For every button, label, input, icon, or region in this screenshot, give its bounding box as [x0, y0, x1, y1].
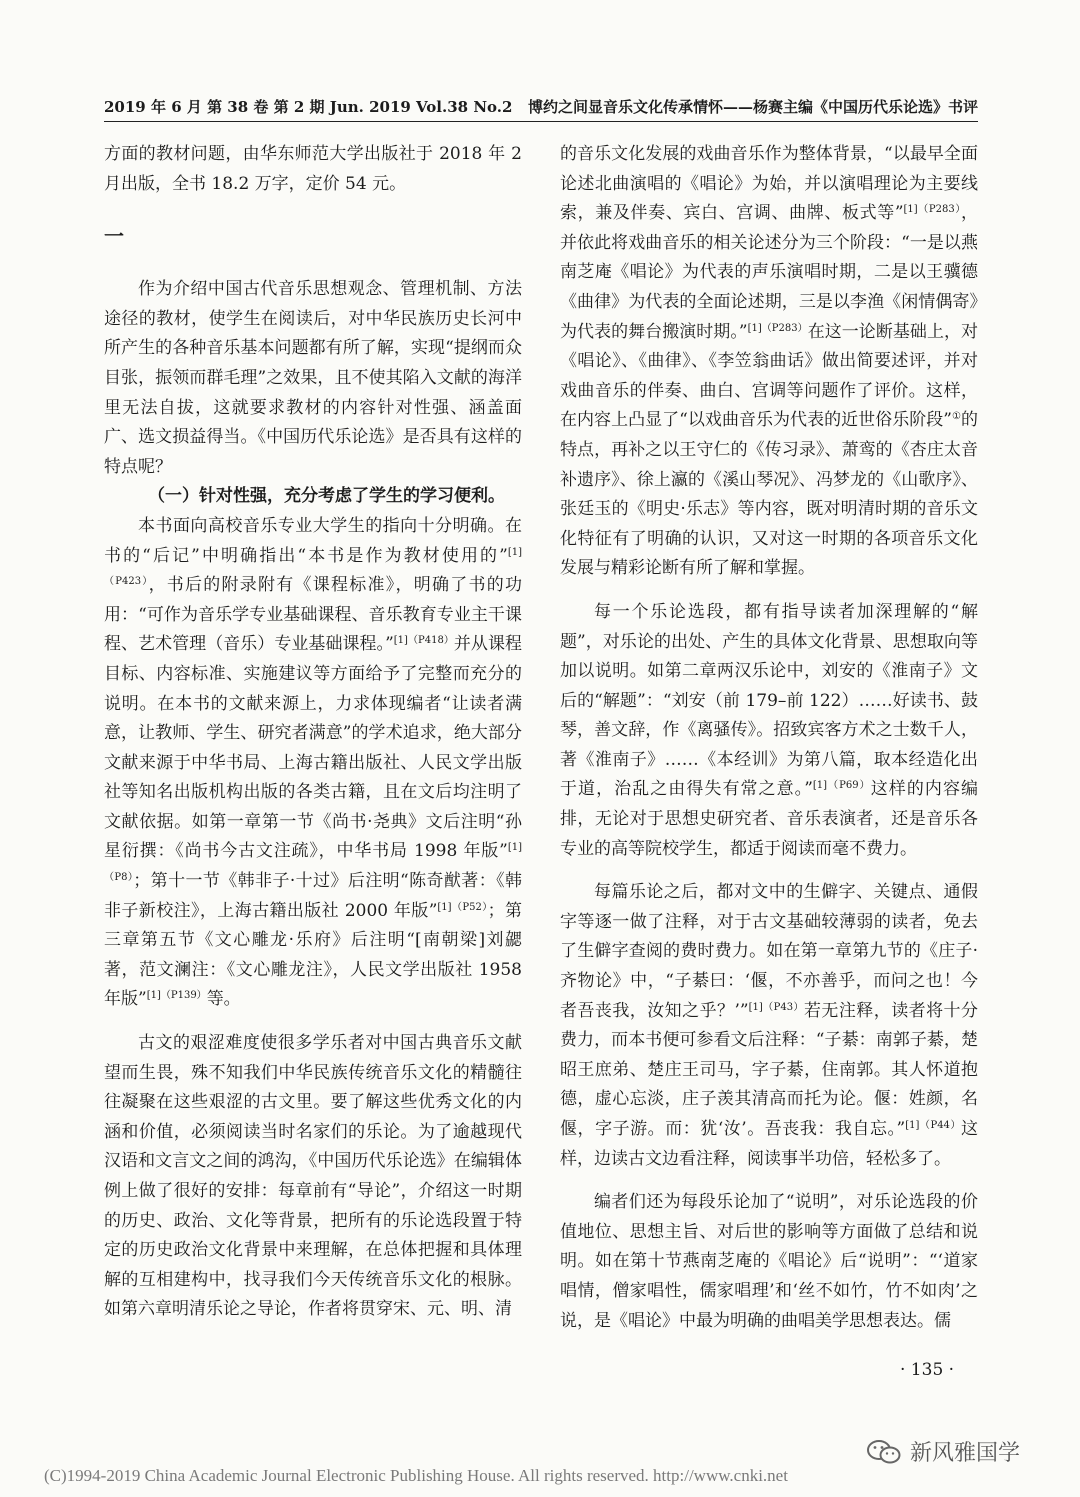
citation: [1]（P69）	[812, 780, 871, 792]
citation: [1]（P418）	[393, 635, 454, 647]
citation: [1]（P283）	[903, 204, 961, 216]
citation: [1]（P52）	[437, 901, 488, 913]
paragraph: 古文的艰涩难度使很多学乐者对中国古典音乐文献望而生畏，殊不知我们中华民族传统音乐文化的精髓往往凝聚在这些艰涩的古文里。要了解这些优秀文化的内涵和价值，必须阅读当时名家们的乐论。为了逾越现代汉语和文言文之间的鸿沟，《中国历代乐论选》在编辑体例上做了很好的安排：每章前有“导论”，介绍这一时期的历史、政治、文化等背景，把所有的乐论选段置于特定的历史政治文化背景中来理解，在总体把握和具体理解的互相建构中，找寻我们今天传统音乐文化的根脉。如第六章明清乐论之导论，作者将贯穿宋、元、明、清	[104, 1033, 522, 1320]
journal-issue-info: 2019 年 6 月 第 38 卷 第 2 期 Jun. 2019 Vol.38 No.2	[104, 98, 513, 116]
page-number: · 135 ·	[900, 1360, 955, 1380]
paragraph: 作为介绍中国古代音乐思想观念、管理机制、方法途径的教材，使学生在阅读后，对中华民族历史长河中所产生的各种音乐基本问题都有所了解，实现“提纲而众目张，振领而群毛理”之效果，且不使其陷入文献的海洋里无法自拔，这就要求教材的内容针对性强、涵盖面广、选文损益得当。《中国历代乐论选》是否具有这样的特点呢？	[104, 279, 522, 477]
citation: [1]（P43）	[748, 1001, 804, 1013]
citation: [1]（P423）	[104, 546, 522, 588]
paragraph: 每一个乐论选段，都有指导读者加深理解的“解题”，对乐论的出处、产生的具体文化背景、思想取向等加以说明。如第二章两汉乐论中，刘安的《淮南子》文后的“解题”：“刘安（前 179–前 122）……好读书、鼓琴，善文辞，作《离骚传》。招致宾客方术之士数千人，著《淮南子》……《本经训》为第八篇，取本经造化出于道，治乱之由得失有常之意。”$^{[1](P69)}$这样的内容编排，无论对于思想史研究者、音乐表演者，还是音乐各专业的高等院校学生，都适于阅读而毫不费力。	[560, 601, 978, 859]
copyright-footer: (C)1994-2019 China Academic Journal Electronic Publishing House. All rights reserved. http://www.cnki.net	[44, 1466, 788, 1485]
paragraph: 本书面向高校音乐专业大学生的指向十分明确。在书的“后记”中明确指出“本书是作为教材使用的”$^{[1](P423)}$，书后的附录附有《课程标准》，明确了书的功用：“可作为音乐学专业基础课程、音乐教育专业主干课程、艺术管理（音乐）专业基础课程。”$^{[1](P418)}$并从课程目标、内容标准、实施建议等方面给予了完整而充分的说明。在本书的文献来源上，力求体现编者“让读者满意，让教师、学生、研究者满意”的学术追求，绝大部分文献来源于中华书局、上海古籍出版社、人民文学出版社等知名出版机构出版的各类古籍，且在文后均注明了文献依据。如第一章第一节《尚书·尧典》文后注明“孙星衍撰：《尚书今古文注疏》，中华书局 1998 年版”$^{[1](P8)}$；第十一节《韩非子·十过》后注明“陈奇猷著：《韩非子新校注》，上海古籍出版社 2000 年版”$^{[1](P52)}$；第三章第五节《文心雕龙·乐府》后注明“[南朝梁]刘勰著，范文澜注：《文心雕龙注》，人民文学出版社 1958 年版”$^{[1](P139)}$等。	[104, 515, 522, 1010]
citation: [1]（P283）	[747, 322, 808, 334]
wechat-watermark	[866, 1436, 1020, 1467]
paragraph: 方面的教材问题，由华东师范大学出版社于 2018 年 2 月出版，全书 18.2 万字，定价 54 元。	[104, 144, 522, 194]
paragraph: 编者们还为每段乐论加了“说明”，对乐论选段的价值地位、思想主旨、对后世的影响等方面做了总结和说明。如在第十节燕南芝庵的《唱论》后“说明”：“‘道家唱情，僧家唱性，儒家唱理’和‘丝不如竹，竹不如肉’之说，是《唱论》中最为明确的曲唱美学思想表达。儒	[560, 1192, 978, 1331]
footnote-marker: ①	[951, 411, 962, 423]
citation: [1]（P139）	[146, 990, 207, 1002]
subsection-heading: （一）针对性强，充分考虑了学生的学习便利。	[148, 486, 505, 507]
left-column	[104, 140, 522, 1325]
citation: [1]（P44）	[905, 1120, 961, 1131]
article-title-header: 博约之间显音乐文化传承情怀——杨赛主编《中国历代乐论选》书评	[527, 98, 978, 116]
citation: [1]（P8）	[104, 842, 522, 884]
right-column	[560, 140, 978, 1336]
wechat-icon	[866, 1439, 902, 1465]
paragraph: 的音乐文化发展的戏曲音乐作为整体背景，“以最早全面论述北曲演唱的《唱论》为始，并以演唱理论为主要线索，兼及伴奏、宾白、宫调、曲牌、板式等”$^{[1](P283)}$，并依此将戏曲音乐的相关论述分为三个阶段：“一是以燕南芝庵《唱论》为代表的声乐演唱时期，二是以王骥德《曲律》为代表的全面论述期，三是以李渔《闲情偶寄》为代表的舞台搬演时期。”$^{[1](P283)}$在这一论断基础上，对《唱论》、《曲律》、《李笠翁曲话》做出简要述评，并对戏曲音乐的伴奏、曲白、宫调等问题作了评价。这样，在内容上凸显了“以戏曲音乐为代表的近世俗乐阶段”①的特点，再补之以王守仁的《传习录》、萧鸾的《杏庄太音补遗序》、徐上瀛的《溪山琴况》、冯梦龙的《山歌序》、张廷玉的《明史·乐志》等内容，既对明清时期的音乐文化特征有了明确的认识，又对这一时期的各项音乐文化发展与精彩论断有所了解和掌握。	[560, 144, 979, 579]
paragraph: 每篇乐论之后，都对文中的生僻字、关键点、通假字等逐一做了注释，对于古文基础较薄弱的读者，免去了生僻字查阅的费时费力。如在第一章第九节的《庄子·齐物论》中，“子綦曰：‘偃，不亦善乎，而问之也！今者吾丧我，汝知之乎？’”$^{[1](P43)}$若无注释，读者将十分费力，而本书便可参看文后注释：“子綦：南郭子綦，楚昭王庶弟、楚庄王司马，字子綦，住南郭。其人怀道抱德，虚心忘淡，庄子羡其清高而托为论。偃：姓颜，名偃，字子游。而：犹‘汝’。吾丧我：我自忘。”$^{[1](P44)}$这样，边读古文边看注释，阅读事半功倍，轻松多了。	[560, 882, 978, 1169]
section-number: 一	[104, 224, 124, 249]
running-header	[104, 96, 978, 118]
header-rule	[104, 121, 978, 122]
watermark-text: 新风雅国学	[910, 1441, 1021, 1466]
